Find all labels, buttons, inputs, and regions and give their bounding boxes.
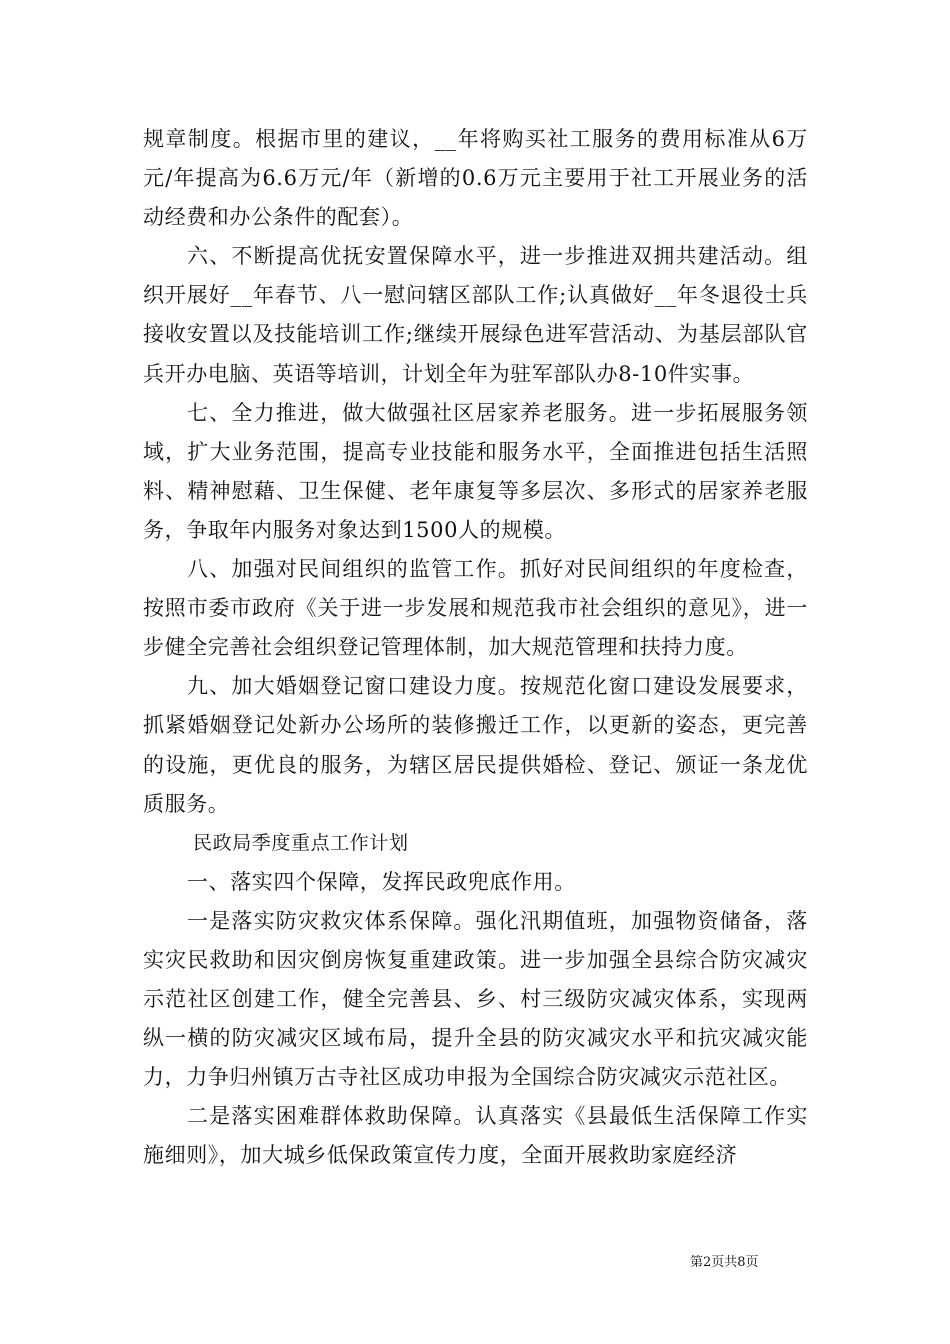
page-number: 第2页共8页 <box>690 1255 759 1270</box>
paragraph-disaster-relief: 一是落实防灾救灾体系保障。强化汛期值班，加强物资储备，落实灾民救助和因灾倒房恢复重建政策。进一步加强全县综合防灾减灾示范社区创建工作，健全完善县、乡、村三级防灾减灾体系，实现两纵一横的防灾减灾区域布局，提升全县的防灾减灾水平和抗灾减灾能力，力争归州镇万古寺社区成功申报为全国综合防灾减灾示范社区。 <box>143 908 808 1090</box>
section-heading: 民政局季度重点工作计划 <box>193 831 409 854</box>
paragraph-section-7: 七、全力推进，做大做强社区居家养老服务。进一步拓展服务领域，扩大业务范围，提高专业技能和服务水平，全面推进包括生活照料、精神慰藉、卫生保健、老年康复等多层次、多形式的居家养老服务，争取年内服务对象达到1500人的规模。 <box>143 400 808 542</box>
document-body <box>143 120 808 1176</box>
paragraph-section-6: 六、不断提高优抚安置保障水平，进一步推进双拥共建活动。组织开展好__年春节、八一慰问辖区部队工作;认真做好__年冬退役士兵接收安置以及技能培训工作;继续开展绿色进军营活动、为基层部队官兵开办电脑、英语等培训，计划全年为驻军部队办8-10件实事。 <box>143 244 808 386</box>
paragraph-hardship-relief: 二是落实困难群体救助保障。认真落实《县最低生活保障工作实施细则》，加大城乡低保政策宣传力度，全面开展救助家庭经济 <box>143 1104 808 1168</box>
paragraph-section-8: 八、加强对民间组织的监管工作。抓好对民间组织的年度检查，按照市委市政府《关于进一步发展和规范我市社会组织的意见》，进一步健全完善社会组织登记管理体制，加大规范管理和扶持力度。 <box>143 557 808 660</box>
paragraph-continuation: 规章制度。根据市里的建议，__年将购买社工服务的费用标准从6万元/年提高为6.6万元/年（新增的0.6万元主要用于社工开展业务的活动经费和办公条件的配套）。 <box>143 127 808 230</box>
paragraph-section-9: 九、加大婚姻登记窗口建设力度。按规范化窗口建设发展要求，抓紧婚姻登记处新办公场所的装修搬迁工作，以更新的姿态，更完善的设施，更优良的服务，为辖区居民提供婚检、登记、颁证一条龙优质服务。 <box>143 674 808 816</box>
paragraph-item-1: 一、落实四个保障，发挥民政兜底作用。 <box>187 869 576 894</box>
